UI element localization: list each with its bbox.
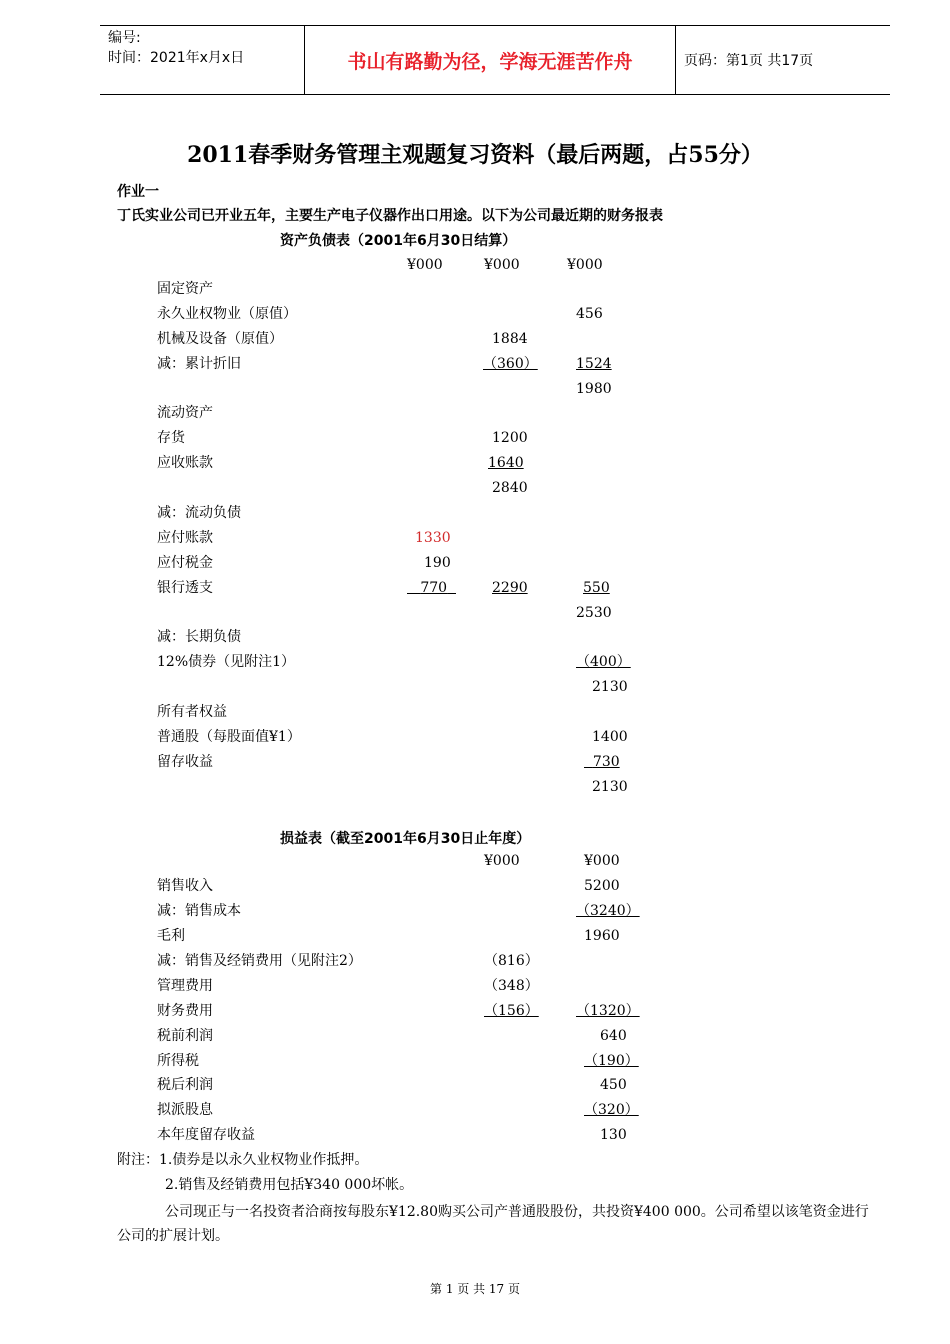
bs-col-header: ¥000 (407, 257, 443, 273)
bs-value: 1330 (415, 530, 451, 546)
bs-value: 1884 (492, 331, 528, 347)
is-value: （320） (584, 1102, 639, 1118)
is-value: （190） (584, 1053, 639, 1069)
bs-value (584, 753, 620, 771)
is-value: （816） (484, 953, 539, 969)
bs-col-header: ¥000 (484, 257, 520, 273)
is-value: （156） (484, 1003, 539, 1019)
bs-value: 1980 (576, 381, 612, 397)
bs-row-label: 留存收益 (157, 754, 213, 770)
note-paragraph: 公司现正与一名投资者洽商按每股东¥12.80购买公司产普通股股份，共投资¥400 000。公司希望以该笔资金进行公司的扩展计划。 (117, 1204, 869, 1244)
bs-row-label: 普通股（每股面值¥1） (157, 729, 301, 745)
bs-value: 1200 (492, 430, 528, 446)
bs-row-label: 应付账款 (157, 530, 213, 546)
bs-row-label: 存货 (157, 430, 185, 446)
is-row-label: 减：销售成本 (157, 903, 241, 919)
is-row-label: 所得税 (157, 1053, 199, 1069)
is-row-label: 本年度留存收益 (157, 1127, 255, 1143)
bs-row-label: 减：长期负债 (157, 629, 241, 645)
bs-value: 1640 (488, 455, 524, 471)
assignment-heading: 作业一 (117, 184, 159, 200)
bs-value: 2530 (576, 605, 612, 621)
bs-row-label: 减：流动负债 (157, 505, 241, 521)
bs-value: 550 (583, 580, 610, 596)
bs-value: 2840 (492, 480, 528, 496)
bs-row-label: 永久业权物业（原值） (157, 306, 297, 322)
bs-value: 2290 (492, 580, 528, 596)
page-header (100, 25, 890, 95)
bs-row-label: 固定资产 (157, 281, 213, 297)
is-row-label: 毛利 (157, 928, 185, 944)
is-col-header: ¥000 (584, 853, 620, 869)
is-col-header: ¥000 (484, 853, 520, 869)
bs-value: 1400 (592, 729, 628, 745)
header-motto: 书山有路勤为径，学海无涯苦作舟 (304, 26, 676, 94)
is-row-label: 拟派股息 (157, 1102, 213, 1118)
balance-sheet-title: 资产负债表（2001年6月30日结算） (280, 233, 517, 249)
bs-value-text: 770 (420, 580, 448, 596)
bs-row-label: 流动资产 (157, 405, 213, 421)
header-page-info: 页码：第1页 共17页 (684, 53, 814, 69)
bs-row-label: 银行透支 (157, 580, 213, 596)
bs-value: 190 (424, 555, 451, 571)
is-value: （348） (484, 978, 539, 994)
header-info (108, 28, 304, 92)
bs-row-label: 应收账款 (157, 455, 213, 471)
bs-value: （400） (576, 654, 631, 670)
bs-value: （360） (483, 356, 538, 372)
bs-row-label: 应付税金 (157, 555, 213, 571)
document-title: 2011春季财务管理主观题复习资料（最后两题，占55分） (187, 142, 763, 168)
is-value: 5200 (584, 878, 620, 894)
bs-row-label: 所有者权益 (157, 704, 227, 720)
is-row-label: 管理费用 (157, 978, 213, 994)
bs-value: 2130 (592, 679, 628, 695)
bs-value: 2130 (592, 779, 628, 795)
is-value: 130 (600, 1127, 627, 1143)
bs-value-text: 730 (592, 754, 620, 770)
is-value: 640 (600, 1028, 627, 1044)
intro-text: 丁氏实业公司已开业五年，主要生产电子仪器作出口用途。以下为公司最近期的财务报表 (117, 208, 663, 224)
note-1: 附注：1.债券是以永久业权物业作抵押。 (117, 1152, 369, 1168)
income-statement-title: 损益表（截至2001年6月30日止年度） (280, 831, 531, 847)
is-value: 1960 (584, 928, 620, 944)
code-label: 编号: (108, 30, 141, 46)
bs-value: 1524 (576, 356, 612, 372)
is-row-label: 税前利润 (157, 1028, 213, 1044)
is-row-label: 减：销售及经销费用（见附注2） (157, 953, 362, 969)
bs-value (407, 579, 456, 597)
time-label: 时间：2021年x月x日 (108, 50, 245, 66)
note-2: 2.销售及经销费用包括¥340 000坏帐。 (165, 1177, 414, 1193)
bs-row-label: 机械及设备（原值） (157, 331, 283, 347)
bs-value: 456 (576, 306, 603, 322)
is-row-label: 税后利润 (157, 1077, 213, 1093)
is-value: （1320） (576, 1003, 640, 1019)
is-row-label: 财务费用 (157, 1003, 213, 1019)
page-footer: 第 1 页 共 17 页 (430, 1282, 520, 1296)
is-value: 450 (600, 1077, 627, 1093)
bs-row-label: 减：累计折旧 (157, 356, 241, 372)
is-value: （3240） (576, 903, 640, 919)
bs-col-header: ¥000 (567, 257, 603, 273)
bs-row-label: 12%债券（见附注1） (157, 654, 296, 670)
is-row-label: 销售收入 (157, 878, 213, 894)
